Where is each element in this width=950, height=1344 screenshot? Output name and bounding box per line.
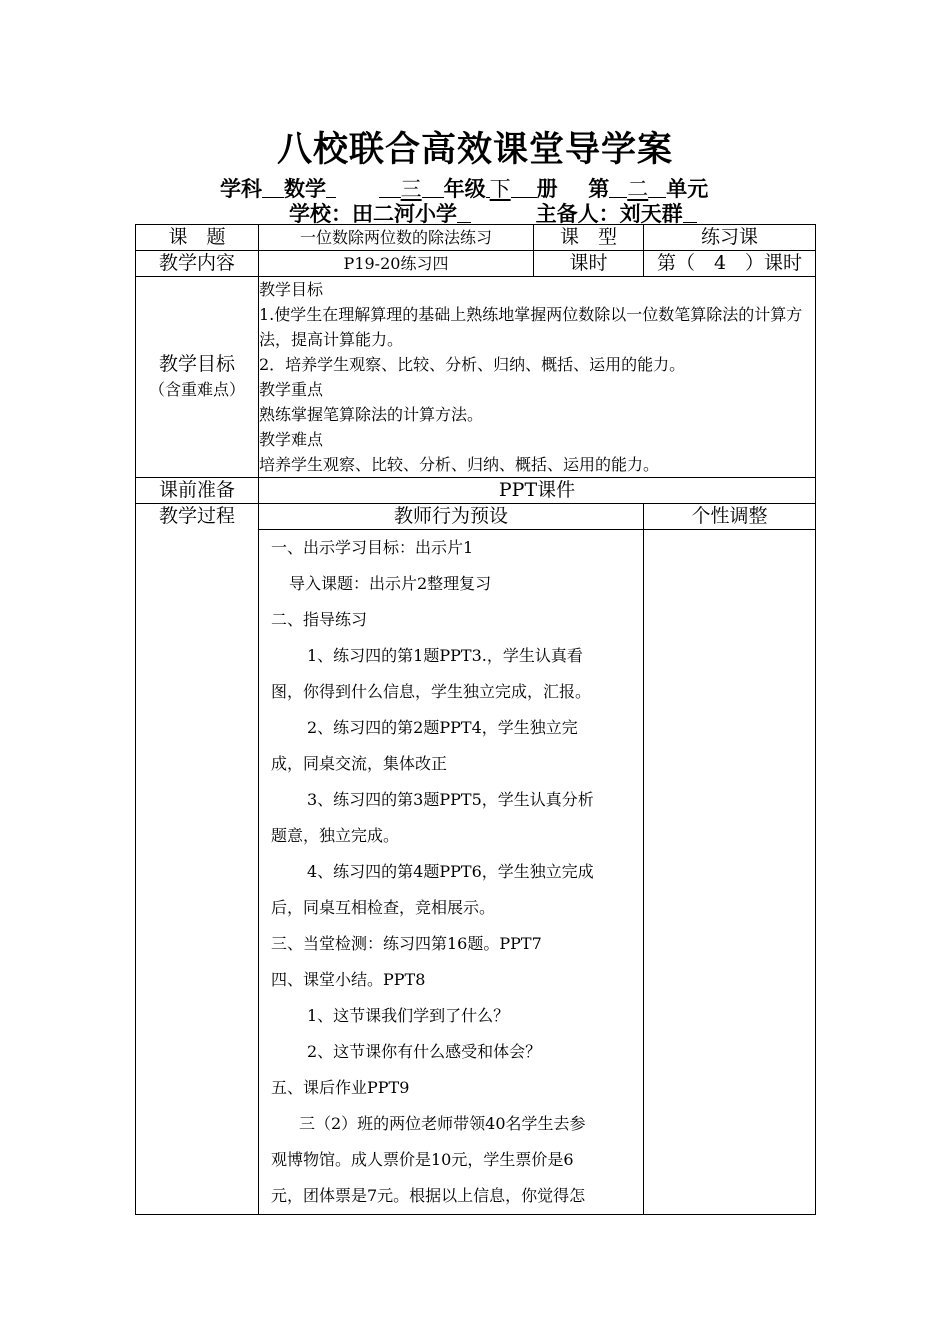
process-line: 图，你得到什么信息，学生独立完成，汇报。 xyxy=(271,682,592,701)
blank-line xyxy=(609,177,627,198)
process-line: 二、指导练习 xyxy=(271,610,368,629)
goals-line: 培养学生观察、比较、分析、归纳、概括、运用的能力。 xyxy=(259,455,660,474)
teacher-header: 教师行为预设 xyxy=(259,504,644,530)
process-line: 观博物馆。成人票价是10元，学生票价是6 xyxy=(271,1150,574,1169)
goals-label: 教学目标 xyxy=(158,353,235,375)
blank-line xyxy=(683,202,697,223)
process-line: 4、练习四的第4题PPT6，学生独立完成 xyxy=(307,862,594,881)
process-content xyxy=(259,530,644,1215)
process-line: 三（2）班的两位老师带领40名学生去参 xyxy=(299,1114,586,1133)
unit-value: 二 xyxy=(627,177,649,201)
process-line: 题意，独立完成。 xyxy=(271,826,400,845)
goals-line: 熟练掌握笔算除法的计算方法。 xyxy=(259,405,484,424)
unit-prefix: 第 xyxy=(588,177,610,201)
content-label: 教学内容 xyxy=(136,251,259,277)
type-label: 课 型 xyxy=(534,225,644,251)
prep-label: 课前准备 xyxy=(136,478,259,504)
goals-line: 教学重点 xyxy=(259,380,324,399)
process-line: 一、出示学习目标：出示片1 xyxy=(271,538,474,557)
process-line: 成，同桌交流，集体改正 xyxy=(271,754,448,773)
subject-value: 数学 xyxy=(284,177,326,201)
row-topic xyxy=(136,225,816,251)
process-line: 2、练习四的第2题PPT4，学生独立完 xyxy=(307,718,578,737)
blank-line xyxy=(422,177,444,198)
process-line: 导入课题：出示片2整理复习 xyxy=(289,574,492,593)
goals-line: 2．培养学生观察、比较、分析、归纳、概括、运用的能力。 xyxy=(259,355,686,374)
preparer-label: 主备人： xyxy=(535,202,620,226)
blank-line xyxy=(326,177,336,198)
document-title: 八校联合高效课堂导学案 xyxy=(276,130,673,170)
meta-line-subject xyxy=(220,176,708,202)
process-line: 五、课后作业PPT9 xyxy=(271,1078,410,1097)
process-line: 2、这节课你有什么感受和体会？ xyxy=(307,1042,542,1061)
goals-line: 教学目标 xyxy=(259,280,324,299)
blank-line xyxy=(262,177,284,198)
period-label: 课时 xyxy=(534,251,644,277)
process-line: 后，同桌互相检查，竞相展示。 xyxy=(271,898,496,917)
blank-line xyxy=(648,177,666,198)
goals-label-cell xyxy=(136,277,259,478)
blank-line xyxy=(457,202,471,223)
process-line: 四、课堂小结。PPT8 xyxy=(271,970,426,989)
type-value: 练习课 xyxy=(644,225,816,251)
row-prep xyxy=(136,478,816,504)
row-content xyxy=(136,251,816,277)
topic-label: 课 题 xyxy=(136,225,259,251)
row-goals xyxy=(136,277,816,478)
volume-value: 下 xyxy=(489,177,511,201)
subject-label: 学科 xyxy=(220,177,262,201)
blank-line xyxy=(511,177,537,198)
grade-value: 三 xyxy=(400,177,422,201)
process-line: 3、练习四的第3题PPT5，学生认真分析 xyxy=(307,790,594,809)
process-line: 1、练习四的第1题PPT3.，学生认真看 xyxy=(307,646,583,665)
content-value: P19-20练习四 xyxy=(259,251,534,277)
goals-line: 1.使学生在理解算理的基础上熟练地掌握两位数除以一位数笔算除法的计算方法，提高计算能力。 xyxy=(259,305,803,349)
adjust-content xyxy=(644,530,816,1215)
lesson-plan-table xyxy=(135,224,816,1215)
goals-line: 教学难点 xyxy=(259,430,324,449)
grade-label: 年级 xyxy=(443,177,486,201)
row-process-header xyxy=(136,504,816,530)
school-label: 学校： xyxy=(289,202,352,226)
process-line: 元，团体票是7元。根据以上信息，你觉得怎 xyxy=(271,1186,586,1205)
prep-value: PPT课件 xyxy=(259,478,816,504)
unit-label: 单元 xyxy=(666,177,709,201)
school-value: 田二河小学 xyxy=(352,202,457,226)
period-value: 第（ 4 ）课时 xyxy=(644,251,816,277)
volume-label: 册 xyxy=(536,177,558,201)
preparer-value: 刘天群 xyxy=(619,202,683,226)
goals-sublabel: （含重难点） xyxy=(148,380,245,399)
process-line: 三、当堂检测：练习四第16题。PPT7 xyxy=(271,934,542,953)
adjust-header: 个性调整 xyxy=(644,504,816,530)
process-line: 1、这节课我们学到了什么？ xyxy=(307,1006,510,1025)
topic-value: 一位数除两位数的除法练习 xyxy=(259,225,534,251)
goals-content xyxy=(259,277,816,478)
blank-line xyxy=(379,177,401,198)
process-label: 教学过程 xyxy=(136,504,259,1215)
